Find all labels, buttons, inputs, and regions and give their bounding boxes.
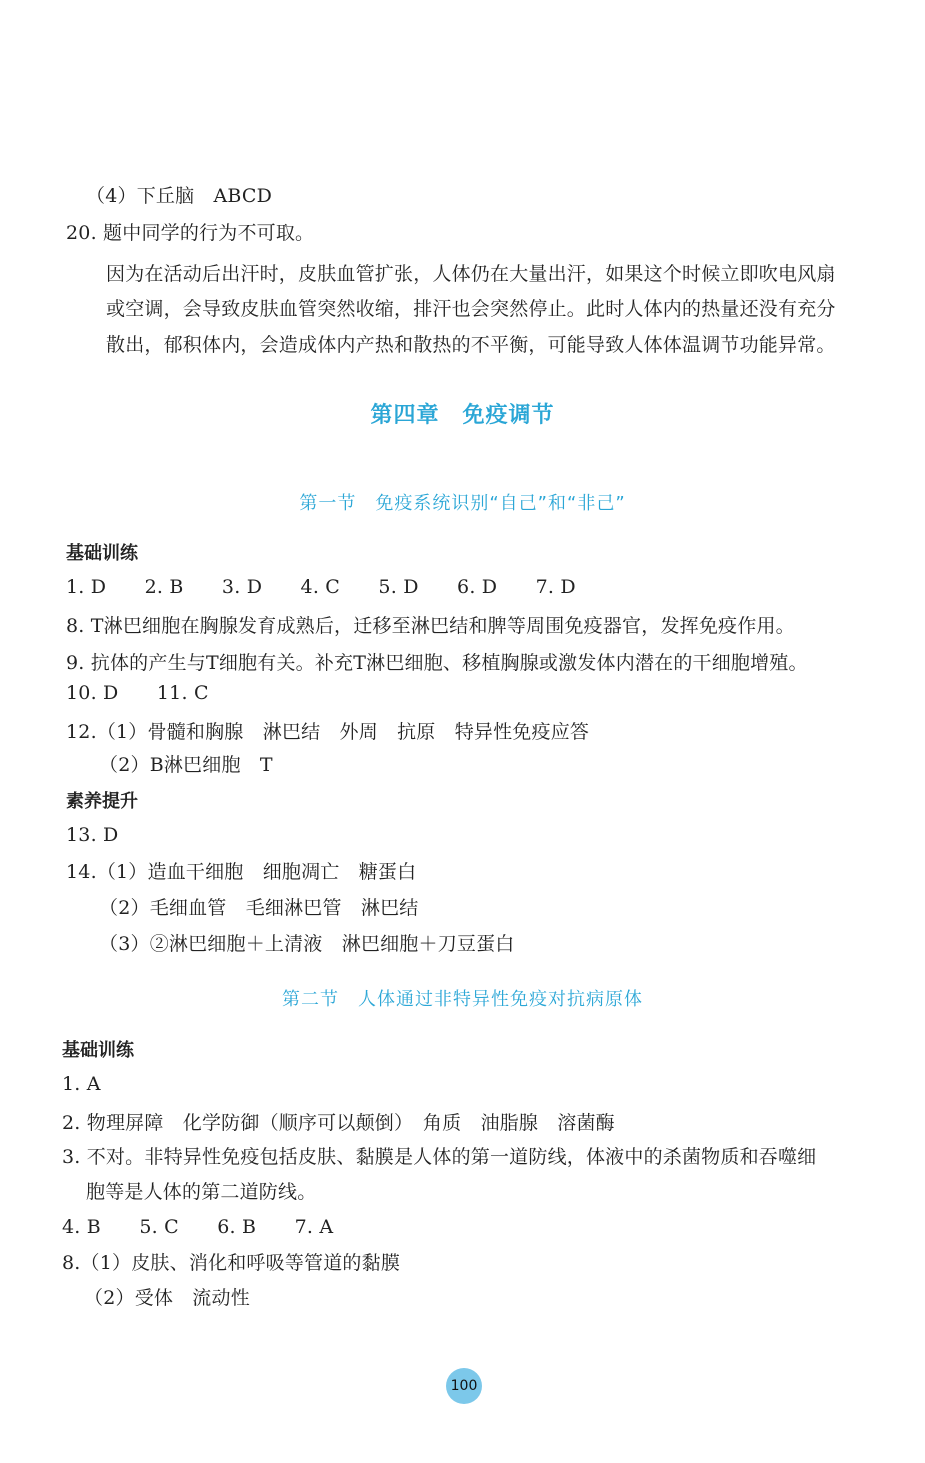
answer-line: （3）②淋巴细胞＋上清液 淋巴细胞＋刀豆蛋白 <box>99 933 515 955</box>
answer-line: （2）受体 流动性 <box>84 1287 250 1309</box>
subheading-advanced: 素养提升 <box>66 791 138 812</box>
answer-line: （2）毛细血管 毛细淋巴管 淋巴结 <box>99 897 419 919</box>
answer-line: 3. 不对。非特异性免疫包括皮肤、黏膜是人体的第一道防线，体液中的杀菌物质和吞噬细 <box>62 1146 817 1168</box>
answer-line: （2）B淋巴细胞 T <box>99 754 273 776</box>
answer-line: 1. D 2. B 3. D 4. C 5. D 6. D 7. D <box>66 576 576 598</box>
chapter-title: 第四章 免疫调节 <box>370 403 555 428</box>
answer-paragraph-line: 散出，郁积体内，会造成体内产热和散热的不平衡，可能导致人体体温调节功能异常。 <box>106 334 836 356</box>
subheading-basic-training: 基础训练 <box>66 543 138 564</box>
answer-line: 14.（1）造血干细胞 细胞凋亡 糖蛋白 <box>66 861 417 883</box>
answer-line: 胞等是人体的第二道防线。 <box>86 1181 317 1203</box>
answer-line: 10. D 11. C <box>66 682 209 704</box>
answer-line: 8.（1）皮肤、消化和呼吸等管道的黏膜 <box>62 1252 401 1274</box>
answer-line: 8. T淋巴细胞在胸腺发育成熟后，迁移至淋巴结和脾等周围免疫器官，发挥免疫作用。 <box>66 615 795 637</box>
answer-line: 20. 题中同学的行为不可取。 <box>66 222 315 244</box>
answer-line: 1. A <box>62 1073 101 1095</box>
answer-line: 9. 抗体的产生与T细胞有关。补充T淋巴细胞、移植胸腺或激发体内潜在的干细胞增殖。 <box>66 652 808 674</box>
answer-line: 2. 物理屏障 化学防御（顺序可以颠倒） 角质 油脂腺 溶菌酶 <box>62 1112 615 1134</box>
answer-line: 4. B 5. C 6. B 7. A <box>62 1216 334 1238</box>
answer-line: 12.（1）骨髓和胸腺 淋巴结 外周 抗原 特异性免疫应答 <box>66 721 590 743</box>
subheading-basic-training: 基础训练 <box>62 1040 134 1061</box>
answer-paragraph-line: 或空调，会导致皮肤血管突然收缩，排汗也会突然停止。此时人体内的热量还没有充分 <box>106 298 836 320</box>
page-number-badge: 100 <box>446 1368 482 1404</box>
answer-paragraph-line: 因为在活动后出汗时，皮肤血管扩张，人体仍在大量出汗，如果这个时候立即吹电风扇 <box>106 263 836 285</box>
answer-line: 13. D <box>66 824 119 846</box>
section-title: 第二节 人体通过非特异性免疫对抗病原体 <box>282 989 643 1010</box>
section-title: 第一节 免疫系统识别“自己”和“非己” <box>299 493 626 514</box>
answer-line: （4）下丘脑 ABCD <box>86 185 273 207</box>
